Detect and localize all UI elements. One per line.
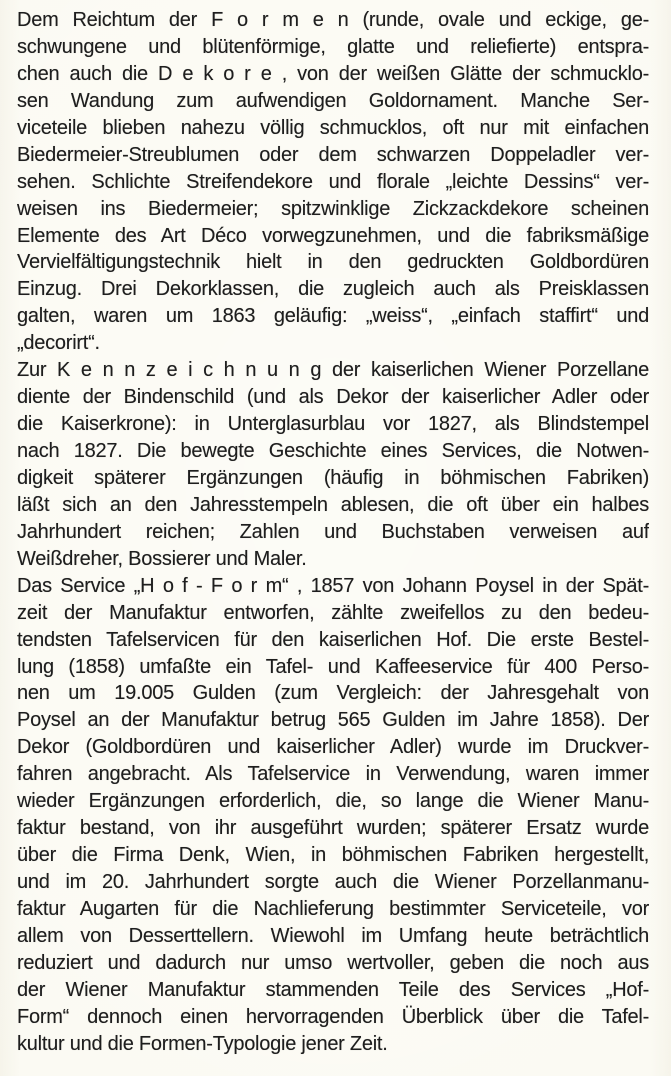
text-line: über die Firma Denk, Wien, in böhmischen Fabriken hergestellt,	[17, 844, 649, 867]
text-line: kultur und die Formen-Typologie jener Zeit.	[17, 1032, 388, 1055]
text-line: allem von Desserttellern. Wiewohl im Umfang heute beträchtlich	[17, 924, 649, 947]
text-line: die Kaiserkrone): in Unterglasurblau vor 1827, als Blindstempel	[17, 413, 649, 436]
text-line: sehen. Schlichte Streifendekore und florale „leichte Dessins“ ver-	[17, 170, 649, 193]
paragraph	[17, 7, 649, 357]
paragraph	[17, 357, 649, 573]
text-column	[17, 7, 649, 1058]
text-line: nach 1827. Die bewegte Geschichte eines Services, die Notwen-	[17, 440, 649, 462]
text-line: Biedermeier-Streublumen oder dem schwarzen Doppeladler ver-	[17, 143, 649, 166]
text-line: Das Service „H o f - F o r m“ , 1857 von Johann Poysel in der Spät-	[17, 574, 649, 597]
text-line: schwungene und blütenförmige, glatte und reliefierte) entspra-	[17, 35, 649, 58]
text-line: sen Wandung zum aufwendigen Goldornament. Manche Ser-	[17, 89, 649, 112]
text-line: weisen ins Biedermeier; spitzwinklige Zickzackdekore scheinen	[17, 197, 649, 220]
paragraph	[17, 573, 649, 1058]
text-line: Form“ dennoch einen hervorragenden Überblick über die Tafel-	[17, 1005, 649, 1028]
text-line: lung (1858) umfaßte ein Tafel- und Kaffeeservice für 400 Perso-	[17, 655, 649, 678]
text-line: tendsten Tafelservicen für den kaiserlichen Hof. Die erste Bestel-	[17, 628, 649, 651]
text-line: galten, waren um 1863 geläufig: „weiss“, „einfach staffirt“ und	[17, 305, 649, 328]
text-line: Dekor (Goldbordüren und kaiserlicher Adler) wurde im Druckver-	[17, 736, 649, 759]
text-line: diente der Bindenschild (und als Dekor der kaiserlicher Adler oder	[17, 386, 649, 409]
text-line: Poysel an der Manufaktur betrug 565 Gulden im Jahre 1858). Der	[17, 709, 649, 732]
text-line: läßt sich an den Jahresstempeln ablesen, die oft über ein halbes	[17, 493, 649, 516]
text-line: digkeit späterer Ergänzungen (häufig in böhmischen Fabriken)	[17, 466, 649, 489]
text-line: wieder Ergänzungen erforderlich, die, so lange die Wiener Manu-	[17, 790, 649, 813]
text-line: Elemente des Art Déco vorwegzunehmen, und die fabriksmäßige	[17, 224, 649, 247]
text-line: Weißdreher, Bossierer und Maler.	[17, 547, 307, 570]
text-line: viceteile blieben nahezu völlig schmucklos, oft nur mit einfachen	[17, 116, 649, 139]
text-line: der Wiener Manufaktur stammenden Teile des Services „Hof-	[17, 978, 649, 1001]
text-line: Vervielfältigungstechnik hielt in den gedruckten Goldbordüren	[17, 251, 649, 274]
text-line: Jahrhundert reichen; Zahlen und Buchstaben verweisen auf	[17, 520, 649, 543]
text-line: „decorirt“.	[17, 332, 100, 355]
text-line: und im 20. Jahrhundert sorgte auch die Wiener Porzellanmanu-	[17, 871, 649, 893]
text-line: Einzug. Drei Dekorklassen, die zugleich auch als Preisklassen	[17, 278, 649, 301]
text-line: faktur Augarten für die Nachlieferung bestimmter Serviceteile, vor	[17, 897, 649, 920]
text-line: Zur K e n n z e i c h n u n g der kaiserlichen Wiener Porzellane	[17, 359, 649, 382]
text-line: faktur bestand, von ihr ausgeführt wurden; späterer Ersatz wurde	[17, 817, 649, 840]
text-line: Dem Reichtum der F o r m e n (runde, ovale und eckige, ge-	[17, 9, 649, 31]
text-line: chen auch die D e k o r e , von der weißen Glätte der schmucklo-	[17, 62, 649, 85]
text-line: fahren angebracht. Als Tafelservice in Verwendung, waren immer	[17, 763, 649, 786]
text-line: nen um 19.005 Gulden (zum Vergleich: der Jahresgehalt von	[17, 682, 649, 705]
text-line: reduziert und dadurch nur umso wertvoller, geben die noch aus	[17, 951, 649, 974]
text-line: zeit der Manufaktur entworfen, zählte zweifellos zu den bedeu-	[17, 601, 649, 624]
